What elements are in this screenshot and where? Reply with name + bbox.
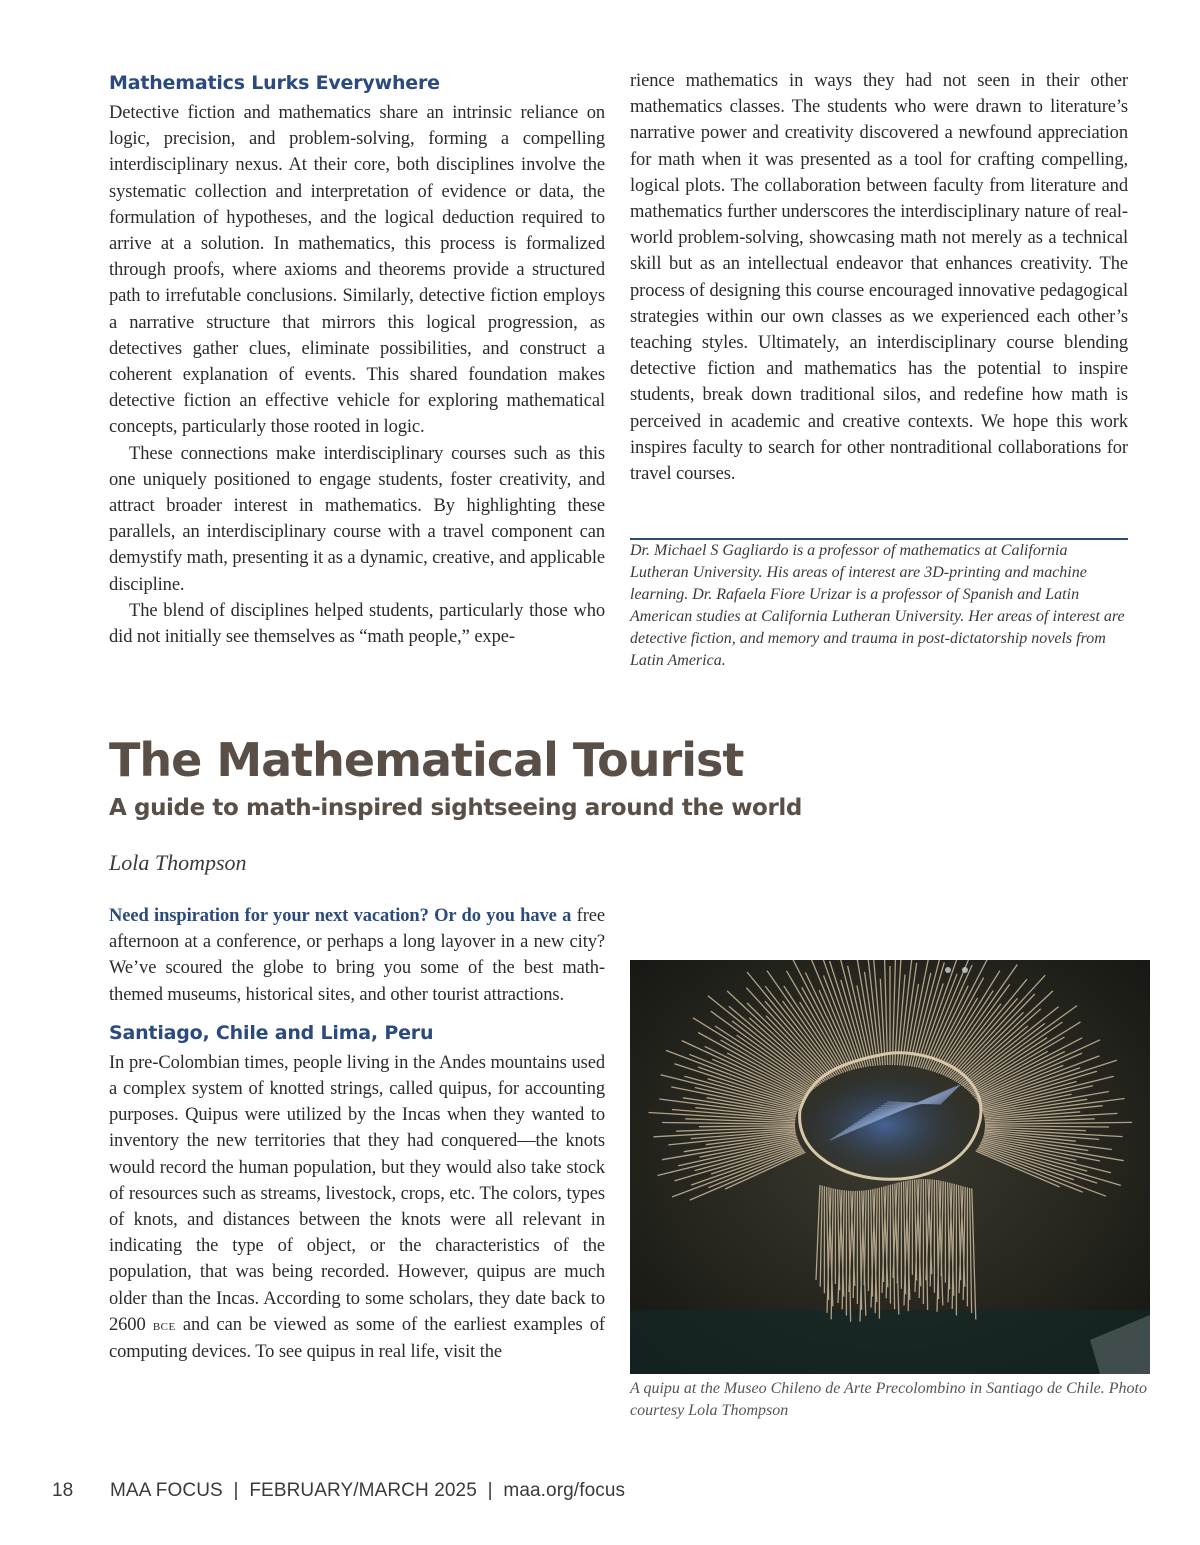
lead-paragraph <box>109 903 605 1008</box>
quipu-photo <box>630 960 1150 1374</box>
article-author: Lola Thompson <box>109 850 247 875</box>
column-left-bottom <box>109 903 605 1365</box>
paragraph <box>109 1050 605 1365</box>
article-title: The Mathematical Tourist <box>109 733 744 787</box>
era-abbrev: bce <box>152 1316 176 1334</box>
photo-caption: A quipu at the Museo Chileno de Arte Precolombino in Santiago de Chile. Photo courtesy Lola Thompson <box>630 1380 1147 1419</box>
paragraph-continued: rience mathematics in ways they had not seen in their other mathematics classes. The students who were drawn to literature’s narrative power and creativity discovered a newfound appreciation for math when it was presented as a tool for crafting compelling, logical plots. The collaboration between faculty from literature and mathematics further underscores the interdisciplinary nature of real-world problem-solving, showcasing math not merely as a technical skill but as an intellectual endeavor that enhances creativity. The process of designing this course encouraged innovative pedagogical strategies within our own classes as we experienced each other’s teaching styles. Ultimately, an interdisciplinary course blending detective fiction and mathematics has the potential to inspire students, break down traditional silos, and redefine how math is perceived in academic and creative contexts. We hope this work inspires faculty to search for other nontraditional collaborations for travel courses. <box>630 71 1128 485</box>
lead-text: free afternoon at a conference, or perhaps a long layover in a new city? We’ve scoured the globe to bring you some of the best math-themed museums, historical sites, and other tourist attractions. <box>109 906 605 1005</box>
paragraph: Detective fiction and mathematics share an intrinsic reliance on logic, precision, and problem-solving, forming a compelling interdisciplinary nexus. At their core, both disciplines involve the systematic collection and interpretation of evidence or data, the formulation of hypotheses, and the logical deduction required to arrive at a solution. In mathematics, this process is formalized through proofs, where axioms and theorems provide a structured path to irrefutable conclusions. Similarly, detective fiction employs a narrative structure that mirrors this logical progression, as detectives gather clues, eliminate possibilities, and construct a coherent explanation of events. This shared foundation makes detective fiction an effective vehicle for exploring mathematical concepts, particularly those rooted in logic. <box>109 103 605 438</box>
page-footer <box>0 1478 1200 1508</box>
article-subtitle: A guide to math-inspired sightseeing around the world <box>109 795 802 821</box>
body-text: and can be viewed as some of the earliest examples of computing devices. To see quipus in real life, visit the <box>109 1314 605 1363</box>
footer-text: MAA FOCUS | FEBRUARY/MARCH 2025 | maa.org/focus <box>110 1480 626 1501</box>
column-left-top <box>109 70 605 650</box>
body-text: In pre-Colombian times, people living in the Andes mountains used a complex system of knotted strings, called quipus, for accounting purposes. Quipus were utilized by the Incas when they wanted to inventory the new territories that they had conquered—the knots would record the human population, but they would also take stock of resources such as streams, livestock, crops, etc. The colors, types of knots, and distances between the knots were all relevant in indicating the type of object, or the characteristics of the population, that was being recorded. However, quipus are much older than the Incas. According to some scholars, they date back to 2600 <box>109 1052 605 1335</box>
section-heading-santiago: Santiago, Chile and Lima, Peru <box>109 1021 434 1044</box>
section-heading: Mathematics Lurks Everywhere <box>109 72 440 94</box>
lead-in: Need inspiration for your next vacation? Or do you have a <box>109 906 572 926</box>
page-number: 18 <box>52 1480 74 1501</box>
column-right-top <box>630 68 1128 487</box>
author-bio: Dr. Michael S Gagliardo is a professor of mathematics at California Lutheran University. His areas of interest are 3D-printing and machine learning. Dr. Rafaela Fiore Urizar is a professor of Spanish and Latin American studies at California Lutheran University. Her areas of interest are detective fiction, and memory and trauma in post-dictatorship novels from Latin America. <box>630 542 1125 669</box>
paragraph: The blend of disciplines helped students, particularly those who did not initially see themselves as “math people,” expe- <box>109 600 605 648</box>
paragraph: These connections make interdisciplinary courses such as this one uniquely positioned to engage students, foster creativity, and attract broader interest in mathematics. By highlighting these parallels, an interdisciplinary course with a travel component can demystify math, presenting it as a dynamic, creative, and applicable discipline. <box>109 443 605 595</box>
